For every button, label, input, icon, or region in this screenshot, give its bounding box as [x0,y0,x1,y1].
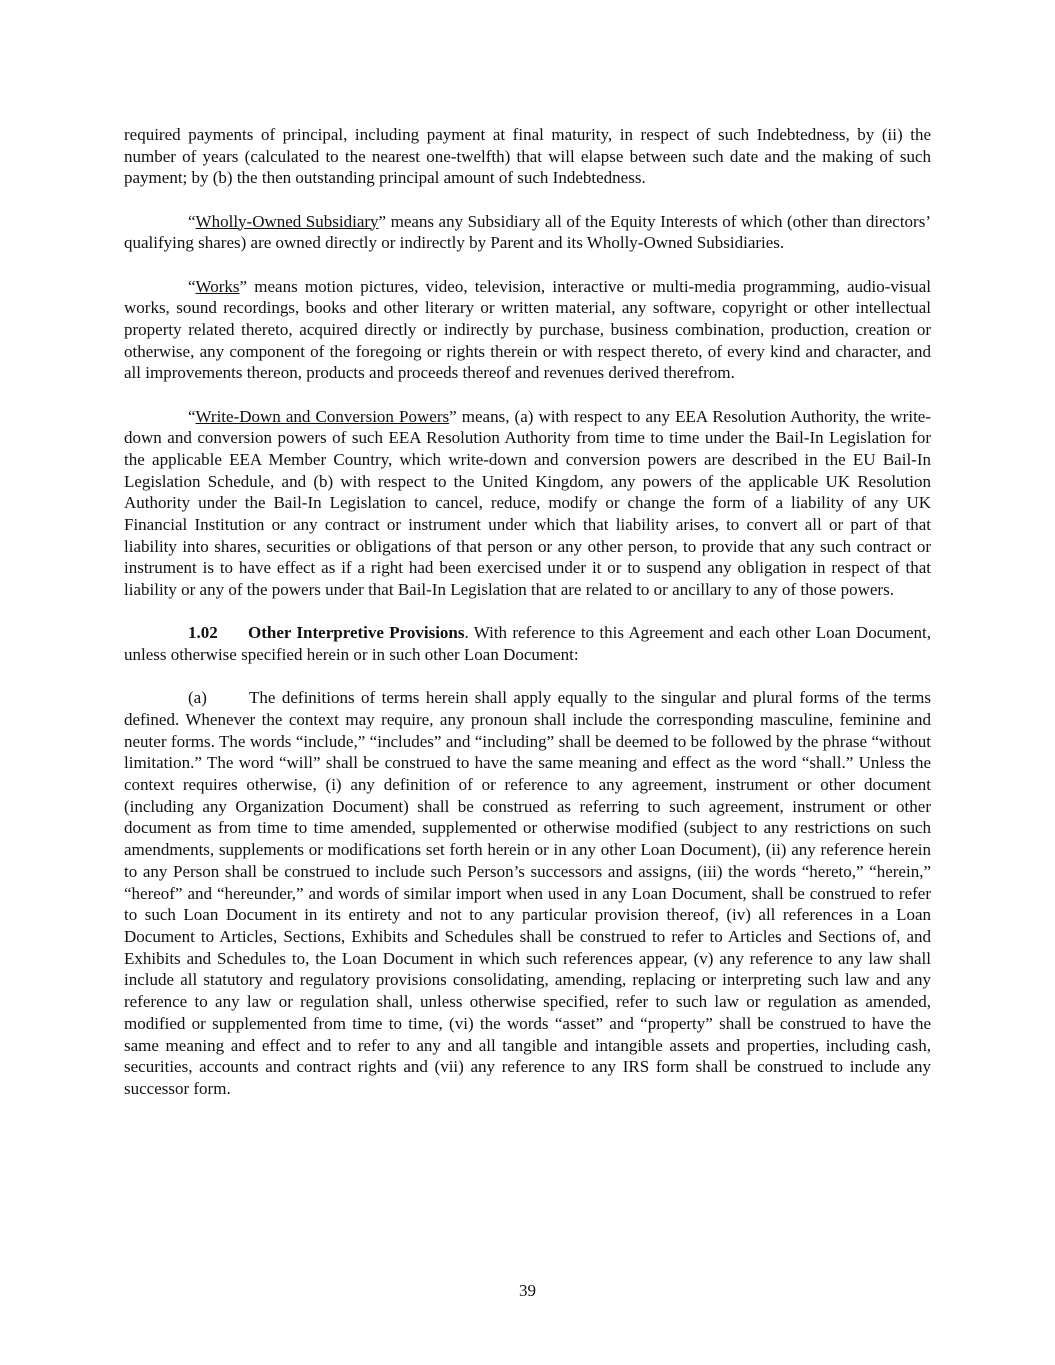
definition-works [124,276,931,385]
definition-body: ” means motion pictures, video, television, interactive or multi-media programming, audio-visual works, sound recordings, books and other literary or written material, any software, copyright or other intellectual property related thereto, acquired directly or indirectly by purchase, business combination, production, creation or otherwise, any component of the foregoing or rights therein or with respect thereto, of every kind and character, and all improvements thereon, products and proceeds thereof and revenues derived therefrom. [124,276,931,383]
open-quote: “ [188,406,196,426]
page-number: 39 [519,1281,536,1300]
definition-write-down-and-conversion-powers [124,406,931,601]
section-number: 1.02 [188,623,218,643]
clause-body: The definitions of terms herein shall apply equally to the singular and plural forms of the terms defined. Whenever the context may require, any pronoun shall include the corresponding masculine, feminine and neuter forms. The words “include,” “includes” and “including” shall be deemed to be followed by the phrase “without limitation.” The word “will” shall be construed to have the same meaning and effect as the word “shall.” Unless the context requires otherwise, (i) any definition of or reference to any agreement, instrument or other document (including any Organization Document) shall be construed as referring to such agreement, instrument or other document as from time to time amended, supplemented or otherwise modified (subject to any restrictions on such amendments, supplements or modifications set forth herein or in any other Loan Document), (ii) any reference herein to any Person shall be construed to include such Person’s successors and assigns, (iii) the words “hereto,” “herein,” “hereof” and “hereunder,” and words of similar import when used in any Loan Document, shall be construed to refer to such Loan Document in its entirety and not to any particular provision thereof, (iv) all references in a Loan Document to Articles, Sections, Exhibits and Schedules shall be construed to refer to Articles and Sections of, and Exhibits and Schedules to, the Loan Document in which such references appear, (v) any reference to any law shall include all statutory and regulatory provisions consolidating, amending, replacing or interpreting such law and any reference to any law or regulation shall, unless otherwise specified, refer to such law or regulation as amended, modified or supplemented from time to time, (vi) the words “asset” and “property” shall be construed to have the same meaning and effect and to refer to any and all tangible and intangible assets and properties, including cash, securities, accounts and contract rights and (vii) any reference to any IRS form shall be construed to include any successor form. [124,688,931,1098]
definition-body: ” means any Subsidiary all of the Equity Interests of which (other than directors’ qualifying shares) are owned directly or indirectly by Parent and its Wholly-Owned Subsidiaries. [124,211,931,253]
defined-term: Write-Down and Conversion Powers [195,406,450,426]
continuation-paragraph: required payments of principal, including payment at final maturity, in respect of such Indebtedness, by (ii) the number of years (calculated to the nearest one-twelfth) that will elapse between such date and the making of such payment; by (b) the then outstanding principal amount of such Indebtedness. [124,125,931,188]
clause-a [124,687,931,1099]
open-quote: “ [188,211,196,231]
section-heading: Other Interpretive Provisions [248,623,465,643]
definition-wholly-owned-subsidiary [124,211,931,254]
open-quote: “ [188,276,196,296]
definition-body: ” means, (a) with respect to any EEA Resolution Authority, the write-down and conversion powers of such EEA Resolution Authority from time to time under the Bail-In Legislation for the applicable EEA Member Country, which write-down and conversion powers are described in the EU Bail-In Legislation Schedule, and (b) with respect to the United Kingdom, any powers of the applicable UK Resolution Authority under the Bail-In Legislation to cancel, reduce, modify or change the form of a liability of any UK Financial Institution or any contract or instrument under which that liability arises, to convert all or part of that liability into shares, securities or obligations of that person or any other person, to provide that any such contract or instrument is to have effect as if a right had been exercised under it or to suspend any obligation in respect of that liability or any of the powers under that Bail-In Legislation that are related to or ancillary to any of those powers. [124,406,931,600]
section-1-02 [124,622,931,665]
clause-label: (a) [188,688,207,708]
section-body: . With reference to this Agreement and each other Loan Document, unless otherwise specified herein or in such other Loan Document: [124,623,931,665]
defined-term: Wholly-Owned Subsidiary [195,211,379,231]
document-page [124,124,931,1121]
defined-term: Works [195,276,240,296]
